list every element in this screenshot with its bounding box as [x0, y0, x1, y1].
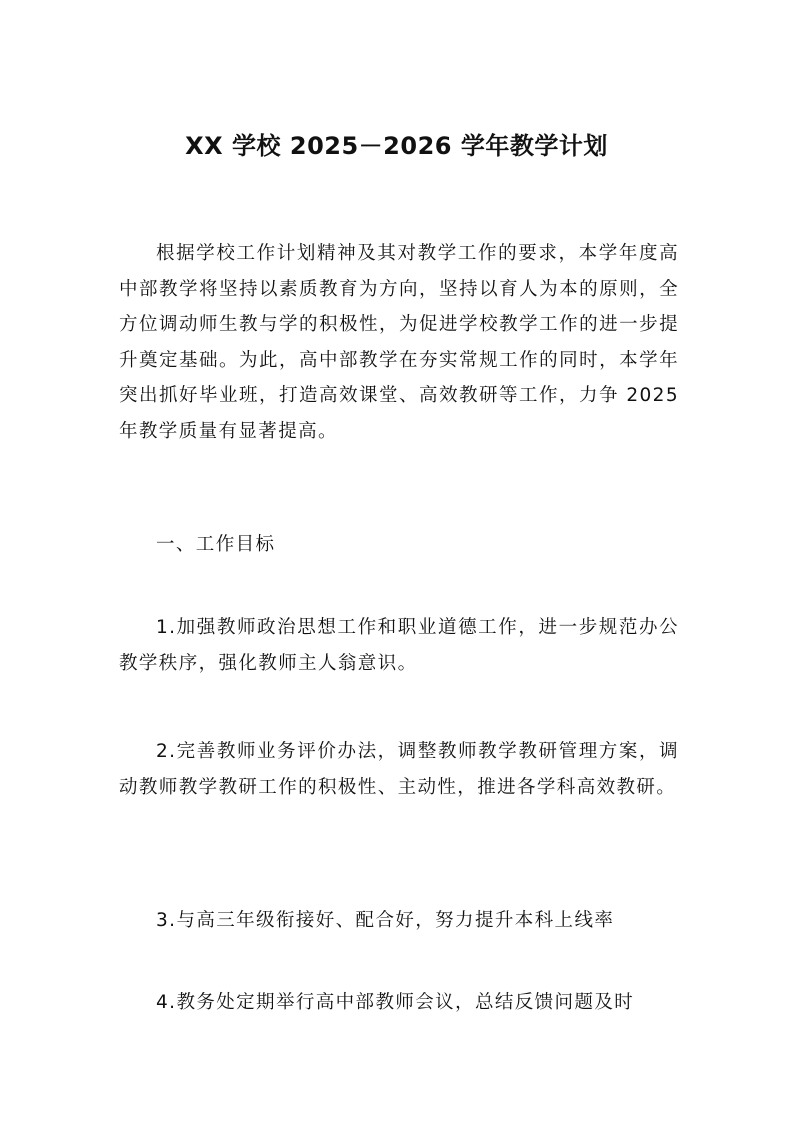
goal-item-1: 1.加强教师政治思想工作和职业道德工作，进一步规范办公教学秩序，强化教师主人翁意识。	[119, 617, 679, 674]
goal-item-3: 3.与高三年级衔接好、配合好，努力提升本科上线率	[156, 910, 615, 931]
document-title: XX 学校 2025－2026 学年教学计划	[185, 132, 608, 160]
intro-paragraph: 根据学校工作计划精神及其对教学工作的要求，本学年度高中部教学将坚持以素质教育为方向，坚持以育人为本的原则，全方位调动师生教与学的积极性，为促进学校教学工作的进一步提升奠定基础。为此，高中部教学在夯实常规工作的同时，本学年突出抓好毕业班，打造高效课堂、高效教研等工作，力争 2025 年教学质量有显著提高。	[119, 243, 679, 442]
section-heading: 一、工作目标	[156, 534, 276, 555]
goal-item-4: 4.教务处定期举行高中部教师会议，总结反馈问题及时	[156, 992, 635, 1013]
goal-item-2: 2.完善教师业务评价办法，调整教师教学教研管理方案，调动教师教学教研工作的积极性、主动性，推进各学科高效教研。	[119, 741, 679, 798]
